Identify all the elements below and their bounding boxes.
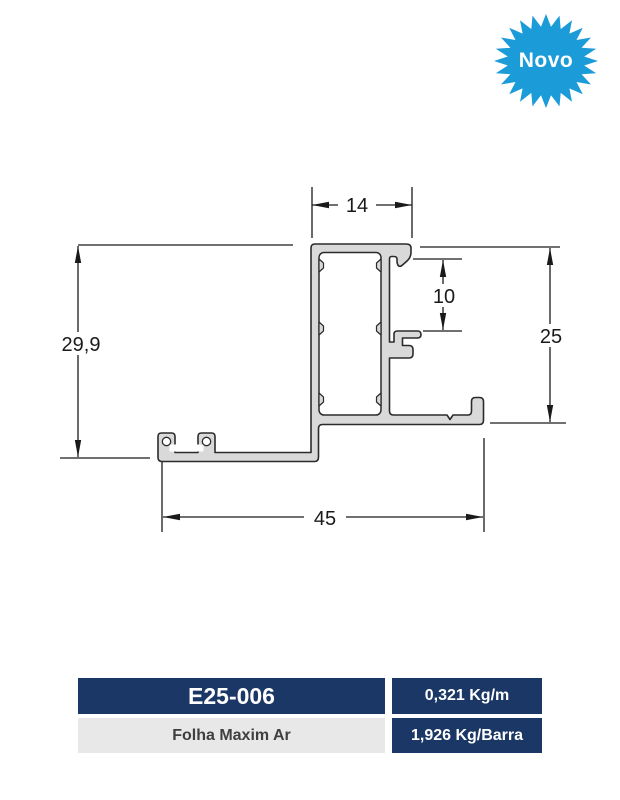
dimension-glass-pocket: 10 [432,286,456,308]
dimension-right-height: 25 [539,326,563,348]
dimension-top-width: 14 [345,195,369,217]
weight-per-bar-cell [392,718,542,753]
profile-shape [158,244,484,462]
profile-code: E25-006 [188,682,275,709]
weight-per-meter: 0,321 Kg/m [424,687,510,704]
dimension-bottom-width: 45 [313,508,337,530]
profile-code-cell [78,678,385,714]
profile-description: Folha Maxim Ar [172,726,291,744]
novo-badge [492,13,600,109]
profile-cavity [319,253,381,416]
weight-per-meter-cell [392,678,542,714]
novo-badge-label: Novo [518,49,574,72]
dimension-left-height: 29,9 [61,334,101,356]
profile-description-cell [78,718,385,753]
weight-per-bar: 1,926 Kg/Barra [410,726,524,744]
